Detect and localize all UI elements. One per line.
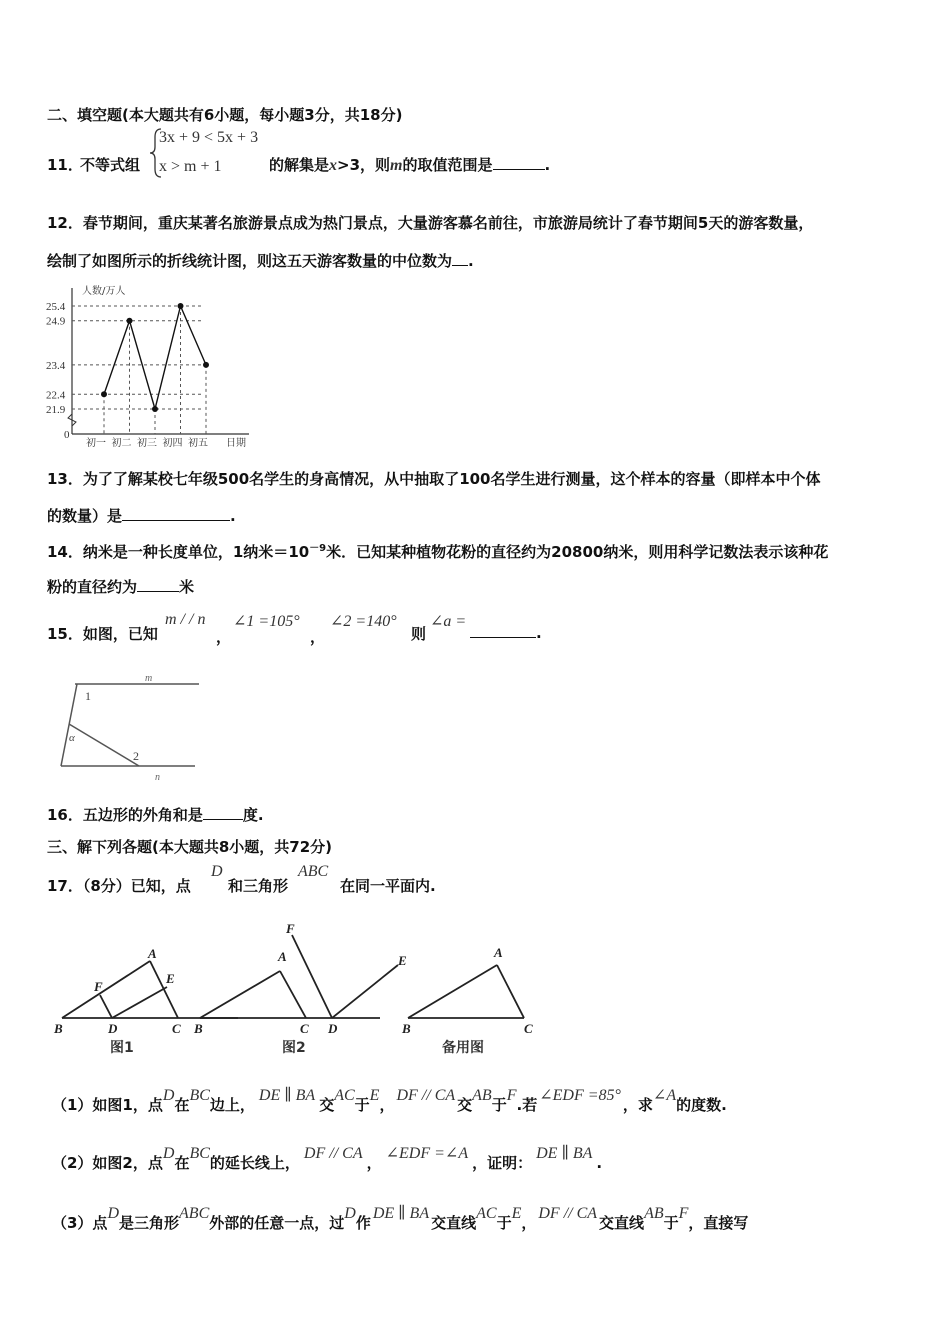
p1-bc: BC	[189, 1087, 210, 1104]
q16-answer-blank	[203, 805, 243, 820]
q13-end: .	[230, 507, 236, 525]
p2-df-ca: DF // CA	[303, 1145, 363, 1162]
q14-exponent: －9	[309, 543, 327, 554]
fig1-caption: 图1	[110, 1040, 134, 1056]
q14-answer-blank	[137, 577, 179, 592]
q11-text-a: 的解集是	[269, 156, 330, 174]
fig1-label-f: F	[94, 979, 103, 994]
p3-f: F	[678, 1205, 689, 1222]
q15-figure	[55, 668, 205, 783]
q17-triangle-abc: ABC	[298, 863, 329, 880]
q15-parallel: m / / n	[165, 611, 206, 628]
fig2-caption: 图2	[282, 1040, 306, 1056]
p2-d: D	[162, 1145, 175, 1162]
q11-text-b: >3，则	[337, 156, 391, 174]
p1-angle-edf: ∠EDF =85°	[539, 1087, 621, 1104]
q11-answer-blank	[493, 155, 545, 170]
q14-unit: 米	[179, 578, 195, 596]
fig2-label-e: E	[398, 953, 407, 968]
p1-angle-a: ∠A	[652, 1087, 677, 1104]
fig3-label-a: A	[494, 945, 503, 960]
q15-sep-2: ，	[310, 628, 326, 646]
fig1-label-b: B	[54, 1021, 63, 1036]
p3-ab: AB	[644, 1205, 664, 1222]
q12-line-1: 12．春节期间，重庆某著名旅游景点成为热门景点，大量游客慕名前往，市旅游局统计了春节期间5天的游客数量，	[47, 214, 814, 232]
p1-ab: AB	[472, 1087, 492, 1104]
q15-label-1: 1	[85, 689, 91, 703]
chart-y-tick-label: 23.4	[46, 359, 66, 372]
q14-line-2: 粉的直径约为	[47, 578, 138, 596]
p1-d: D	[162, 1087, 175, 1104]
q15-alpha-angle: ∠a =	[430, 613, 467, 630]
q11-number: 11．	[47, 156, 83, 174]
q15-sep-1: ，	[216, 628, 232, 646]
q11-lead: 不等式组	[80, 156, 141, 174]
chart-point-初五	[203, 362, 209, 368]
q15-transversal-2	[69, 724, 139, 766]
p3-de-ba: DE ∥ BA	[372, 1205, 430, 1222]
q13-line-2: 的数量）是	[47, 507, 123, 525]
chart-y-tick-label: 24.9	[46, 315, 66, 328]
p3-d: D	[107, 1205, 119, 1222]
p1-df-ca: DF // CA	[396, 1087, 456, 1104]
fig2-label-d: D	[328, 1021, 338, 1036]
question-16	[47, 804, 264, 825]
q17-part-3: （3）点D是三角形ABC外部的任意一点，过D作DE ∥ BA交直线AC于E，DF // CA交直线AB于F，直接写	[52, 1205, 749, 1232]
q16-text: 16．五边形的外角和是	[47, 806, 203, 824]
q12-answer-blank	[452, 251, 468, 266]
p3-e: E	[511, 1205, 522, 1222]
q15-number: 15．如图，已知	[47, 625, 158, 643]
q15-then: 则	[411, 625, 427, 643]
fig3-label-c: C	[524, 1021, 533, 1036]
fig2-label-b: B	[194, 1021, 203, 1036]
fig3-caption: 备用图	[442, 1040, 484, 1056]
fig1-label-a: A	[148, 946, 157, 961]
q11-m-var: m	[390, 157, 403, 174]
chart-origin-label: 0	[64, 429, 70, 441]
section-3-title: 三、解下列各题(本大题共8小题，共72分)	[47, 838, 333, 856]
fig1-label-d: D	[108, 1021, 118, 1036]
q17-mid: 和三角形	[228, 877, 289, 895]
q15-label-n: n	[155, 772, 160, 783]
chart-x-tick-label: 初三	[137, 438, 157, 448]
tourist-line-chart	[44, 282, 254, 448]
chart-x-tick-label: 初四	[162, 438, 183, 448]
chart-y-tick-label: 21.9	[46, 404, 66, 416]
p1-e: E	[369, 1087, 380, 1104]
p1-f: F	[506, 1087, 517, 1104]
p1-de-ba: DE ∥ BA	[258, 1087, 316, 1104]
chart-point-初四	[178, 303, 184, 309]
chart-x-tick-label: 初五	[188, 438, 208, 448]
p1-ac: AC	[334, 1087, 355, 1104]
q11-end: .	[544, 156, 551, 174]
q13-line-1: 13．为了了解某校七年级500名学生的身高情况，从中抽取了100名学生进行测量，这个样本的容量（即样本中个体	[47, 470, 821, 488]
fig2-label-a: A	[278, 949, 287, 964]
q14-line-1b: 米．已知某种植物花粉的直径约为20800纳米，则用科学记数法表示该种花	[326, 543, 829, 561]
q11-inequality-1: 3x + 9 < 5x + 3	[159, 129, 259, 146]
q13-answer-blank	[122, 506, 230, 521]
p3-ac: AC	[476, 1205, 497, 1222]
p2-angle-edf: ∠EDF =∠A	[385, 1145, 469, 1162]
p3-abc: ABC	[179, 1205, 210, 1222]
q11-inequality-2: x > m + 1	[159, 158, 222, 175]
fig3-label-b: B	[402, 1021, 411, 1036]
p2-bc: BC	[189, 1145, 210, 1162]
chart-y-axis-label: 人数/万人	[82, 286, 126, 297]
q17-part-2: （2）如图2，点D在BC的延长线上，DF // CA，∠EDF =∠A，证明：DE ∥ BA.	[52, 1145, 603, 1172]
fig1-label-e: E	[166, 971, 175, 986]
fig1-label-c: C	[172, 1021, 181, 1036]
q17-lead: 17．（8分）已知，点	[47, 877, 191, 895]
q15-angle-2: ∠2 =140°	[330, 613, 397, 630]
q14-line-1a: 14．纳米是一种长度单位，1纳米＝10	[47, 543, 310, 561]
p3-d-2: D	[344, 1205, 356, 1222]
chart-x-tick-label: 初一	[86, 438, 106, 448]
chart-point-初二	[127, 318, 133, 324]
q16-unit: 度.	[242, 806, 264, 824]
q15-label-alpha: α	[69, 732, 75, 744]
q11-x-var: x	[329, 157, 338, 174]
chart-point-初一	[101, 391, 107, 397]
chart-x-axis-label: 日期	[226, 438, 246, 448]
q15-label-2: 2	[133, 749, 139, 763]
chart-point-初三	[152, 406, 158, 412]
fig2-label-f: F	[286, 921, 295, 936]
q15-end: .	[536, 624, 542, 642]
q17-part-1: （1）如图1，点D在BC边上，DE ∥ BA交AC于E，DF // CA交AB于F.若∠EDF =85°，求∠A的度数.	[52, 1087, 727, 1114]
p3-df-ca: DF // CA	[538, 1205, 598, 1222]
q17-tail: 在同一平面内.	[340, 877, 436, 895]
p2-de-ba: DE ∥ BA	[536, 1145, 593, 1162]
q11-text-c: 的取值范围是	[402, 156, 493, 174]
q15-angle-1: ∠1 =105°	[233, 613, 300, 630]
fig2-label-c: C	[300, 1021, 309, 1036]
q17-figures	[50, 915, 550, 1065]
q15-answer-blank	[470, 623, 536, 638]
section-2-title: 二、填空题(本大题共有6小题，每小题3分，共18分)	[47, 106, 403, 124]
q12-end: .	[468, 252, 474, 270]
q17-point-d: D	[211, 863, 223, 880]
chart-x-tick-label: 初二	[111, 438, 132, 448]
chart-y-tick-label: 22.4	[46, 389, 66, 402]
q15-label-m: m	[145, 673, 153, 684]
q12-line-2: 绘制了如图所示的折线统计图，则这五天游客数量的中位数为	[47, 252, 453, 270]
chart-y-tick-label: 25.4	[46, 301, 66, 313]
q15-transversal-1	[61, 684, 77, 766]
